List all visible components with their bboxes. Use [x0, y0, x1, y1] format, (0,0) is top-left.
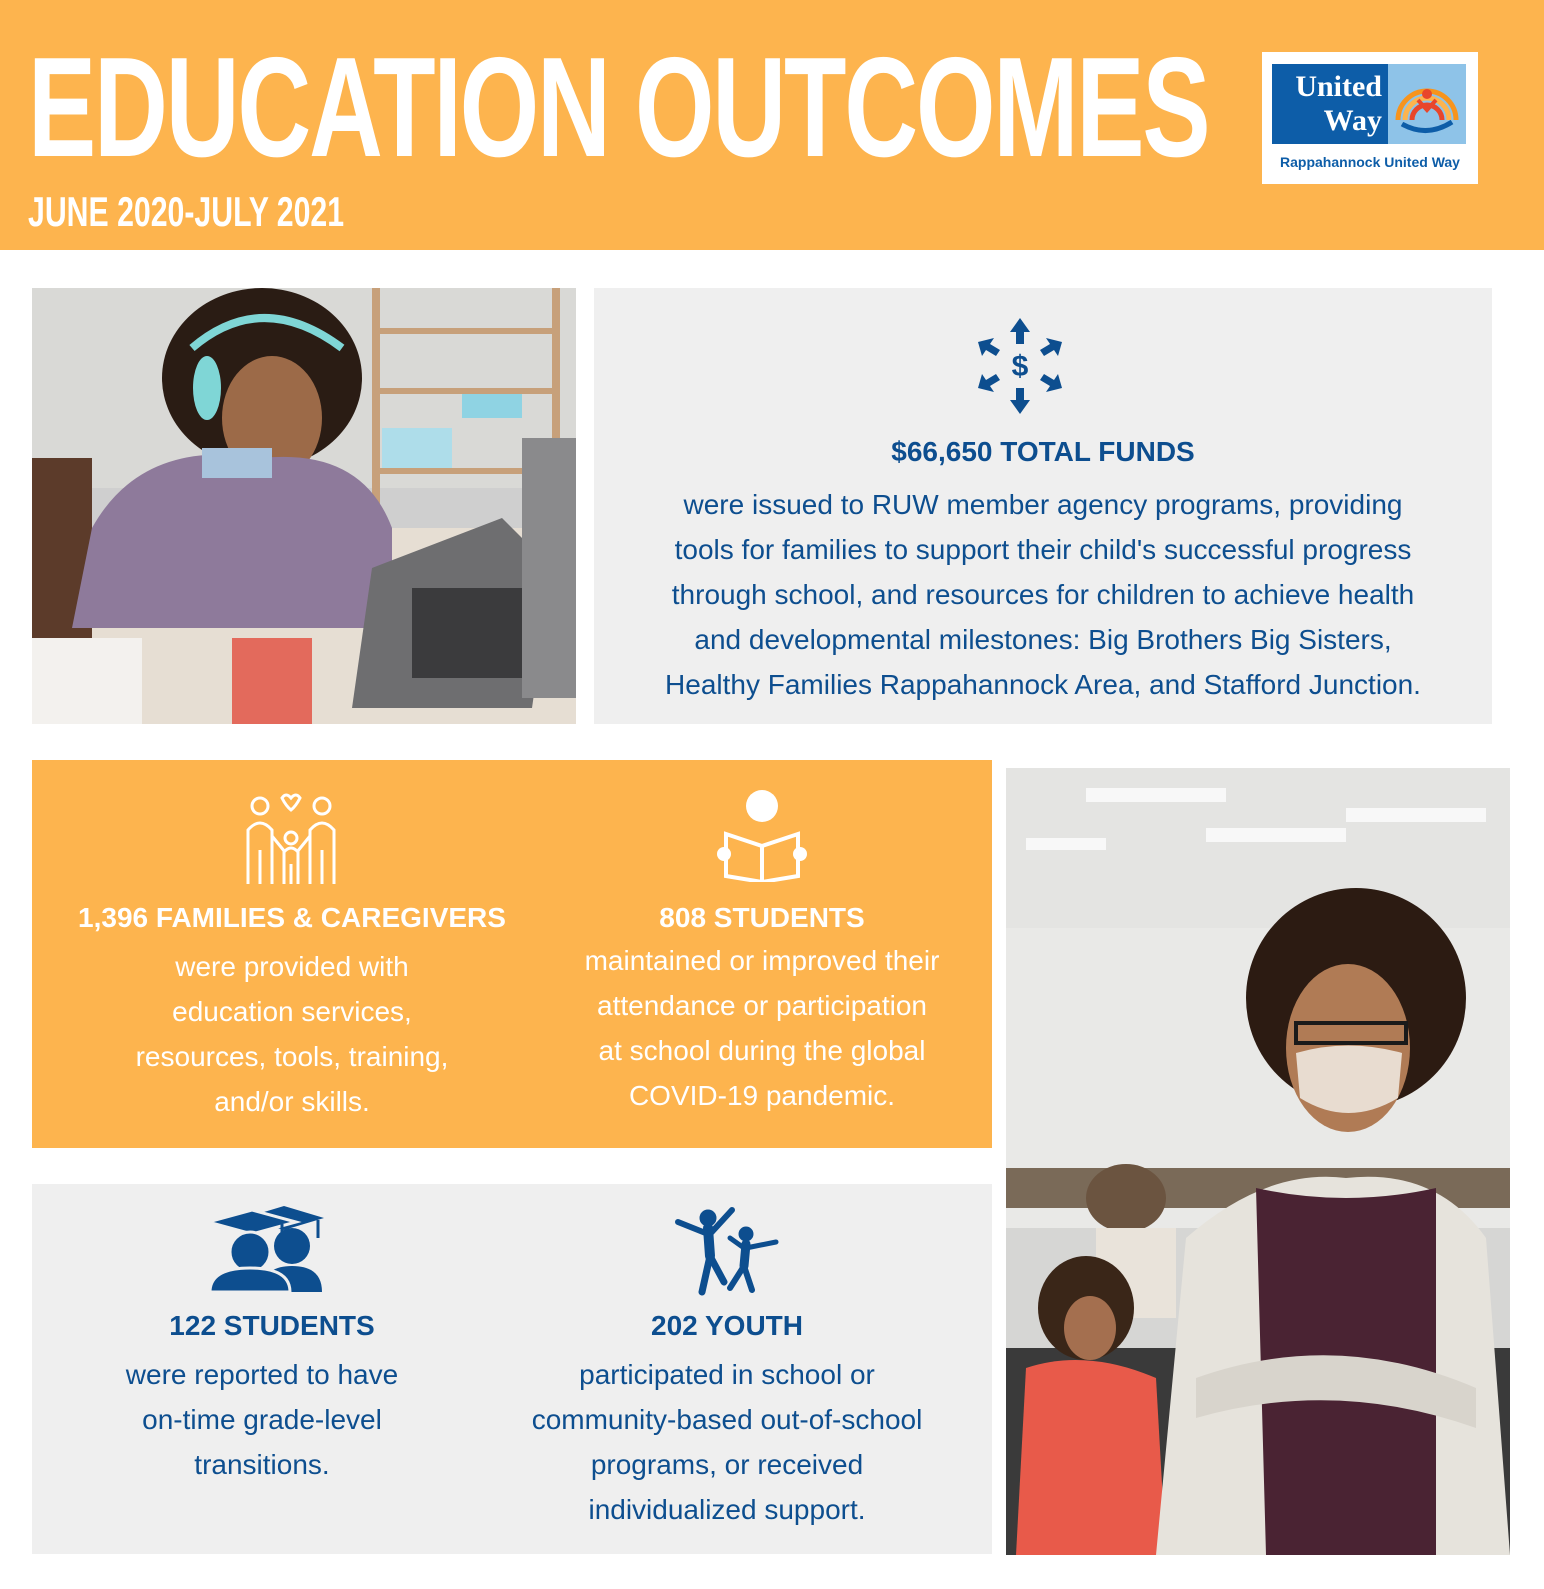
teacher-classroom-photo [1006, 768, 1510, 1555]
graduation-headline: 122 STUDENTS [169, 1310, 375, 1341]
families-line: resources, tools, training, [135, 1041, 449, 1072]
families-students-panel [32, 760, 992, 1148]
logo-wordmark [1272, 64, 1388, 144]
logo-line-2: Way [1323, 104, 1382, 137]
funds-line: tools for families to support their child's successful progress [674, 534, 1412, 565]
funds-line: and developmental milestones: Big Brothers Big Sisters, [694, 624, 1392, 655]
youth-line: community-based out-of-school [531, 1404, 923, 1435]
attendance-line: maintained or improved their [584, 945, 940, 976]
families-line: education services, [172, 996, 412, 1027]
families-description [52, 944, 532, 1124]
funds-line: through school, and resources for children to achieve health [671, 579, 1415, 610]
logo-hand-rainbow-icon [1388, 64, 1466, 144]
youth-headline: 202 YOUTH [651, 1310, 803, 1341]
funds-description [594, 482, 1492, 707]
youth-line: programs, or received [590, 1449, 864, 1480]
graduation-line: on-time grade-level [142, 1404, 382, 1435]
families-line: and/or skills. [214, 1086, 370, 1117]
graduation-description [32, 1352, 492, 1487]
attendance-line: COVID-19 pandemic. [628, 1080, 896, 1111]
united-way-logo [1262, 52, 1478, 184]
graduation-line: transitions. [194, 1449, 330, 1480]
money-distribution-icon [974, 316, 1066, 416]
jumping-kids-icon [672, 1204, 784, 1296]
graduation-line: were reported to have [125, 1359, 399, 1390]
funds-line: Healthy Families Rappahannock Area, and Stafford Junction. [665, 669, 1421, 700]
date-range: JUNE 2020-JULY 2021 [28, 188, 345, 235]
youth-description [502, 1352, 952, 1532]
header-banner [0, 0, 1544, 250]
girl-laptop-photo [32, 288, 576, 724]
families-line: were provided with [175, 951, 409, 982]
youth-line: individualized support. [588, 1494, 866, 1525]
funds-panel [594, 288, 1492, 724]
page-title: EDUCATION OUTCOMES [28, 28, 1209, 187]
attendance-headline: 808 STUDENTS [659, 902, 865, 933]
graduates-icon [206, 1204, 336, 1292]
logo-caption: Rappahannock United Way [1280, 154, 1460, 170]
attendance-line: at school during the global [598, 1035, 926, 1066]
family-icon [240, 790, 340, 886]
youth-line: participated in school or [579, 1359, 875, 1390]
funds-headline: $66,650 TOTAL FUNDS [891, 436, 1195, 467]
attendance-line: attendance or participation [597, 990, 927, 1021]
svg-text:$: $ [1011, 350, 1029, 383]
attendance-description [532, 938, 992, 1118]
graduation-youth-panel [32, 1184, 992, 1554]
funds-line: were issued to RUW member agency programs, providing [683, 489, 1403, 520]
families-headline: 1,396 FAMILIES & CAREGIVERS [78, 902, 506, 933]
logo-line-1: United [1295, 70, 1382, 103]
student-reading-icon [716, 788, 808, 882]
